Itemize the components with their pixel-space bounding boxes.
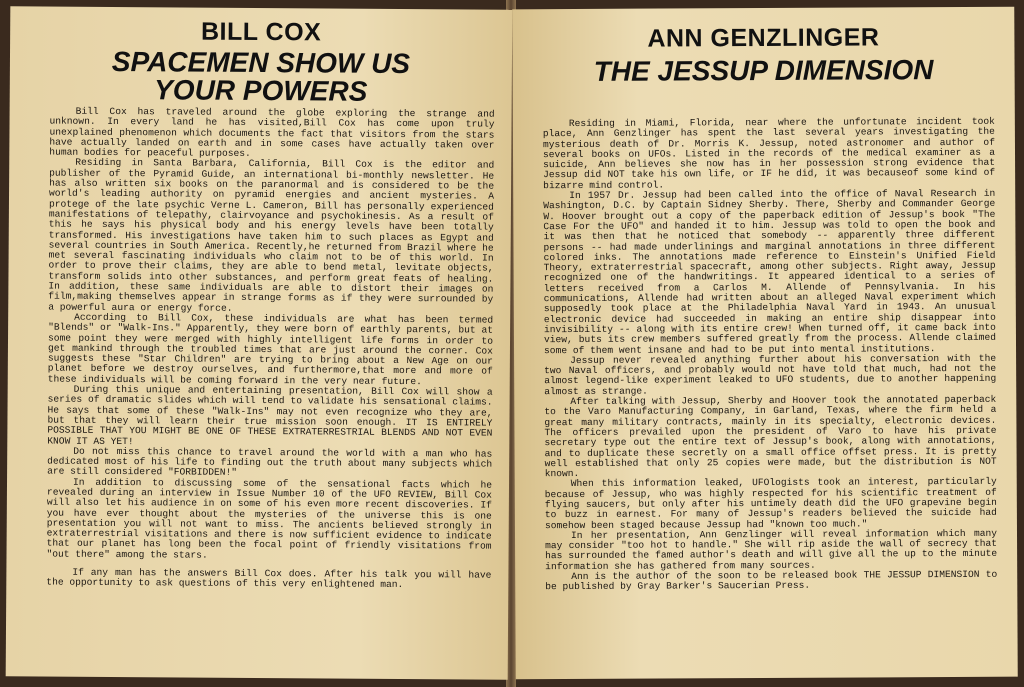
left-page — [6, 6, 513, 679]
speaker-name-left: BILL COX — [200, 17, 322, 47]
article-body-right — [543, 117, 997, 593]
paragraph: If any man has the answers Bill Cox does. After his talk you will have the opportunity to ask questions of this very enlightened man. — [46, 566, 492, 591]
speaker-name-right: ANN GENZLINGER — [647, 23, 880, 53]
paragraph: Residing in Miami, Florida, near where the unfortunate incident took place, Ann Genzlinger has spent the last several years investigating the mysterious death of Dr. Morris K. Jessup, noted astronomer and author of several books on UFOs. Listed in the records of the medical examiner as a suicide, Ann believes she now has in her possession strong evidence that Jessup did NOT take his own life, or IF he did, it was becauseof some kind of bizarre mind control. — [542, 115, 996, 191]
paragraph: Do not miss this chance to travel around the world with a man who has dedicated most of his life to finding out the truth about many subjects which are still considered "FORBIDDEN!" — [47, 445, 493, 479]
paragraph: During this unique and entertaining presentation, Bill Cox will show a series of dramatic slides which will tend to validate his sensational claims. He says that some of these "Walk-Ins" may not even recognize who they are, but that they will learn their true mission soon enough. IT IS ENTIRELY POSSIBLE THAT YOU MIGHT BE ONE OF THESE EXTRATERRESTRIAL BLENDS AND NOT EVEN KNOW IT AS YET! — [47, 383, 493, 447]
article-headline-left-line1: SPACEMEN SHOW US — [111, 45, 411, 80]
paragraph: Bill Cox has traveled around the globe exploring the strange and unknown. In every land he has visited,Bill Cox has come upon truly unexplained phenomenon which documents the fact that visitors from the stars have actually landed on earth and in some cases have actually taken over human bodies for peaceful purposes. — [49, 105, 495, 160]
paragraph: In her presentation, Ann Genzlinger will reveal information which many may consider "too hot to handle." She will rip aside the wall of secrecy that has surrounded the famed author's death and will give all the up to the minute information she has gathered from many sources. — [545, 527, 998, 572]
paragraph: Jessup never revealed anything further about his conversation with the two Naval officers, and probably would not have told that much, had not the almost legend-like experiment leaked to UFO students, due to another happening almost as strange. — [544, 352, 997, 397]
paragraph: Residing in Santa Barbara, California, Bill Cox is the editor and publisher of the Pyramid Guide, an international bi-monthly newsletter. He has also written six books on the paranormal and is considered to be the world's leading authority on pyramid energies and ancient mysteries. A protege of the late psychic Verne L. Cameron, Bill has personally experienced manifestations of telepathy, clairvoyance and psychokinesis. As a result of this he says his physical body and his energy levels have been totally transformed. His investigations have taken him to such places as Egypt and several countries in South America. Recently,he returned from Brazil where he met several fascinating individuals who claim not to be of this world. In order to prove their claims, they are able to bend metal, levitate objects, transform solids into other substances, and perform great feats of healing. In addition, these same individuals are able to distort their images on film,making themselves appear in strange forms as if they were surrounded by a powerful aura or energy force. — [48, 157, 495, 314]
article-headline-left-line2: YOUR POWERS — [154, 74, 368, 107]
paragraph: According to Bill Cox, these individuals are what has been termed "Blends" or "Walk-Ins." Apparently, they were born of earthly parents, but at some point they were merged with highly intelligent life forms in order to get mankind through the troubled times that are just around the corner. Cox suggests these "Star Children" are trying to bring about a New Age on our planet before we destroy ourselves, and furthermore,that more and more of these individuals will be coming forward in the very near future. — [47, 311, 494, 387]
article-headline-right: THE JESSUP DIMENSION — [593, 54, 934, 87]
paragraph: In 1957 Dr. Jessup had been called into the office of Naval Research in Washington, D.C. by Captain Sidney Sherby. There, Sherby and Commander George W. Hoover brought out a copy of the paperback edition of Jessup's book "The Case For the UFO" and handed it to him. Jessup was told to open the book and it was then that he noticed that somebody -- apparently three different persons -- had made underlinings and marginal annotations in three different colored inks. The annotations made reference to Einstein's Unified Field Theory, extraterrestrial spacecraft, among other subjects. Right away, Jessup recognized one of the handwritings. It appeared identical to a series of letters received from a Carlos M. Allende of Pennsylvania. In his communications, Allende had written about an alleged Naval experiment which supposedly took place at the Philadelphia Naval Yard in 1943. An unusual electronic device had succeeded in making an entire ship disappear into invisibility -- along with its entire crew! When turned off, it came back into view, buts its crew members suffered greatly from the process. Allende claimed some of them went insane and had to be put into mental institutions. — [543, 187, 997, 356]
paragraph: After talking with Jessup, Sherby and Hoover took the annotated paperback to the Varo Manufacturing Company, in Garland, Texas, where the firm held a great many military contracts, mainly in its specialty, electronic devices. The officers prevailed upon the president of Varo to have his private secretary type out the entire text of Jessup's book, along with annotations, and to duplicate these secretly on a small office offset press. It is pretty well established that only 25 copies were made, but the distribution is NOT known. — [544, 393, 997, 480]
article-body-left — [46, 107, 494, 592]
paragraph: When this information leaked, UFOlogists took an interest, particularly because of Jessup, who was highly respected for his scientific treatment of flying saucers, but only after his untimely death did the UFO grapevine begin to buzz in earnest. For many of Jessup's readers believed the suicide had somehow been staged because Jessup had "known too much." — [544, 476, 997, 531]
paragraph: In addition to discussing some of the sensational facts which he revealed during an interview in Issue Number 10 of the UFO REVIEW, Bill Cox will also let his audience in on some of his even more recent discoveries. If you have ever thought about the mysteries of the universe this is one presentation you will not want to miss. The ancients believed strongly in extraterrestrial visitations and there is now sufficient evidence to indicate that our planet has long been the focal point of friendly visitations from "out there" among the stars. — [46, 476, 493, 561]
right-page — [512, 7, 1018, 680]
paragraph: Ann is the author of the soon to be released book THE JESSUP DIMENSION to be published by Gray Barker's Saucerian Press. — [545, 568, 998, 593]
